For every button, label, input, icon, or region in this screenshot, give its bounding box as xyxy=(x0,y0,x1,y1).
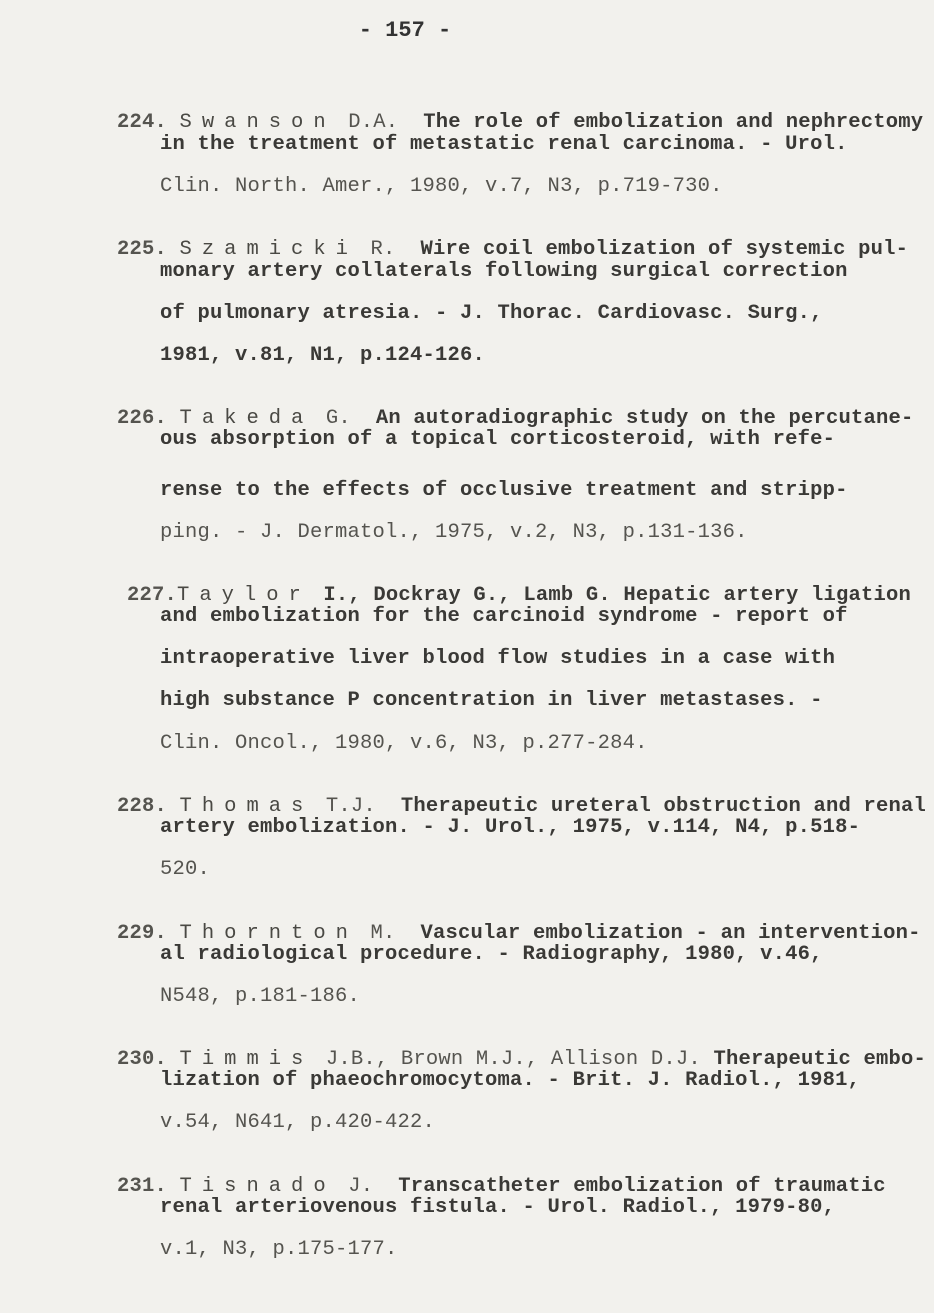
reference-number: 225. xyxy=(117,237,168,261)
reference-line: lization of phaeochromocytoma. - Brit. J. Radiol., 1981, xyxy=(160,1069,861,1092)
reference-line: in the treatment of metastatic renal carcinoma. - Urol. xyxy=(160,133,848,156)
reference-initials: J. xyxy=(348,1174,374,1198)
reference-author: Thornton xyxy=(179,921,358,945)
reference-initials: D.A. xyxy=(348,110,399,134)
reference-title: Vascular embolization - an intervention- xyxy=(420,921,921,945)
reference-line: v.54, N641, p.420-422. xyxy=(160,1111,436,1134)
reference-author: Taylor xyxy=(177,583,311,607)
reference-title: The role of embolization and nephrectomy xyxy=(423,110,924,134)
reference-line: Clin. Oncol., 1980, v.6, N3, p.277-284. xyxy=(160,732,648,755)
reference-line: v.1, N3, p.175-177. xyxy=(160,1238,398,1261)
reference-line: of pulmonary atresia. - J. Thorac. Cardiovasc. Surg., xyxy=(160,302,823,325)
reference-title: Transcatheter embolization of traumatic xyxy=(398,1174,886,1198)
reference-title: Hepatic artery ligation xyxy=(623,583,911,607)
reference-number: 227. xyxy=(127,583,178,607)
reference-initials: I., Dockray G., Lamb G. xyxy=(323,583,611,607)
reference-line: intraoperative liver blood flow studies in a case with xyxy=(160,647,836,670)
reference-title: Therapeutic embo- xyxy=(713,1047,926,1071)
reference-initials: M. xyxy=(370,921,396,945)
reference-number: 231. xyxy=(117,1174,168,1198)
reference-title: Wire coil embolization of systemic pul- xyxy=(420,237,909,261)
reference-number: 230. xyxy=(117,1047,168,1071)
reference-line: ping. - J. Dermatol., 1975, v.2, N3, p.131-136. xyxy=(160,521,748,544)
reference-initials: G. xyxy=(325,406,351,430)
reference-line: rense to the effects of occlusive treatment and stripp- xyxy=(160,479,848,502)
reference-line: Clin. North. Amer., 1980, v.7, N3, p.719-730. xyxy=(160,175,723,198)
reference-author: Thomas xyxy=(179,794,314,818)
reference-number: 228. xyxy=(117,794,168,818)
reference-author: Timmis xyxy=(179,1047,314,1071)
reference-number: 229. xyxy=(117,921,168,945)
reference-line: 520. xyxy=(160,858,211,881)
reference-line: and embolization for the carcinoid syndrome - report of xyxy=(160,605,848,628)
reference-line: monary artery collaterals following surgical correction xyxy=(160,260,848,283)
reference-line: high substance P concentration in liver metastases. - xyxy=(160,689,823,712)
reference-line: al radiological procedure. - Radiography, 1980, v.46, xyxy=(160,943,823,966)
reference-title: An autoradiographic study on the percutane- xyxy=(375,406,914,430)
reference-initials: R. xyxy=(370,237,396,261)
reference-line: renal arteriovenous fistula. - Urol. Radiol., 1979-80, xyxy=(160,1196,836,1219)
reference-line: 1981, v.81, N1, p.124-126. xyxy=(160,344,486,367)
reference-number: 226. xyxy=(117,406,168,430)
reference-line: N548, p.181-186. xyxy=(160,985,361,1008)
reference-initials: J.B., Brown M.J., Allison D.J. xyxy=(325,1047,701,1071)
reference-author: Szamicki xyxy=(179,237,358,261)
reference-author: Takeda xyxy=(179,406,314,430)
reference-initials: T.J. xyxy=(325,794,376,818)
reference-author: Swanson xyxy=(179,110,336,134)
reference-number: 224. xyxy=(117,110,168,134)
reference-line: ous absorption of a topical corticosteroid, with refe- xyxy=(160,428,836,451)
reference-line: artery embolization. - J. Urol., 1975, v.114, N4, p.518- xyxy=(160,816,861,839)
page-number: - 157 - xyxy=(358,18,452,43)
reference-author: Tisnado xyxy=(179,1174,336,1198)
reference-title: Therapeutic ureteral obstruction and renal xyxy=(400,794,926,818)
